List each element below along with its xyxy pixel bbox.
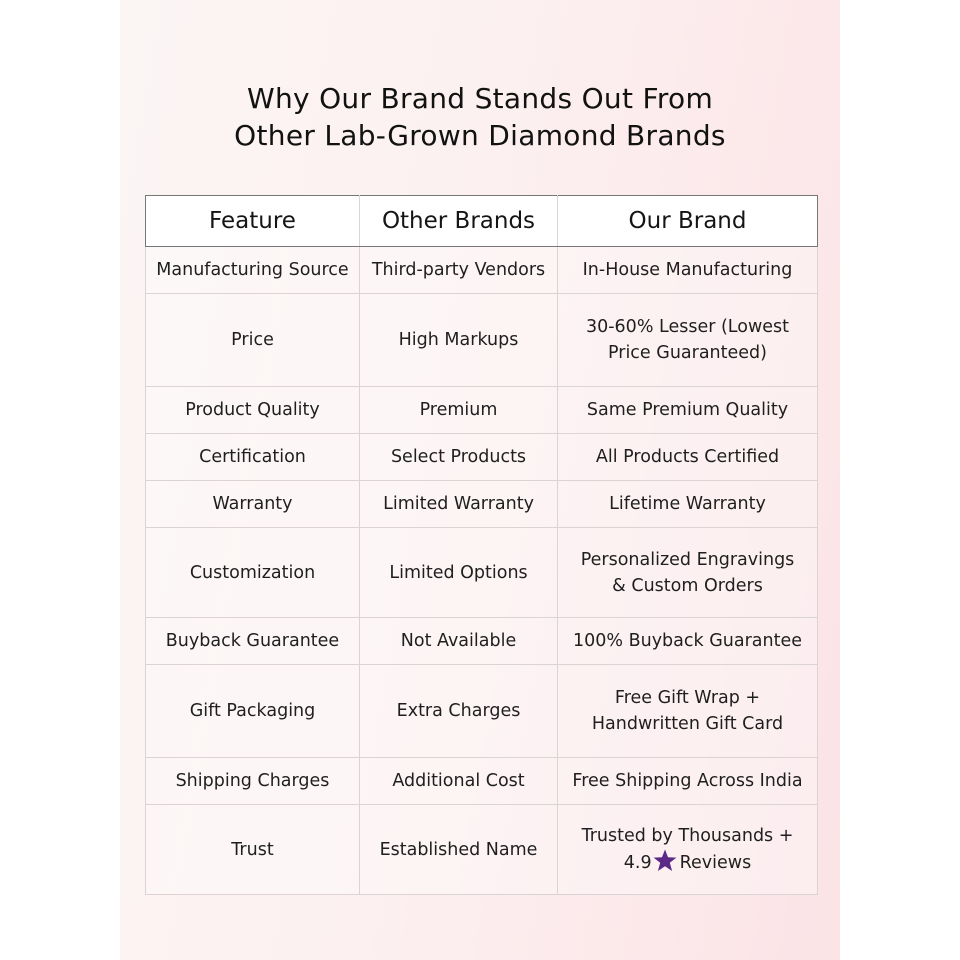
our-brand-text-line-1: Trusted by Thousands + bbox=[581, 826, 794, 846]
table-row bbox=[146, 805, 818, 895]
title-line-2: Other Lab-Grown Diamond Brands bbox=[234, 119, 726, 152]
header-other-brands: Other Brands bbox=[360, 196, 558, 247]
rating-value: 4.9 bbox=[623, 853, 652, 873]
our-brand-cell bbox=[558, 434, 818, 481]
feature-cell: Manufacturing Source bbox=[146, 247, 360, 294]
table-row bbox=[146, 618, 818, 665]
table-row bbox=[146, 434, 818, 481]
other-brands-cell: Limited Options bbox=[360, 528, 558, 618]
feature-cell: Gift Packaging bbox=[146, 665, 360, 758]
our-brand-cell bbox=[558, 387, 818, 434]
our-brand-text-line-1: 30-60% Lesser (Lowest bbox=[585, 317, 790, 337]
star-shape bbox=[653, 850, 676, 872]
table-row bbox=[146, 481, 818, 528]
feature-cell: Shipping Charges bbox=[146, 758, 360, 805]
our-brand-cell bbox=[558, 618, 818, 665]
our-brand-text: Lifetime Warranty bbox=[609, 494, 766, 514]
our-brand-text: Same Premium Quality bbox=[586, 400, 789, 420]
table-row bbox=[146, 247, 818, 294]
other-brands-cell: Additional Cost bbox=[360, 758, 558, 805]
table-row bbox=[146, 294, 818, 387]
our-brand-text: All Products Certified bbox=[595, 447, 780, 467]
comparison-card bbox=[120, 0, 840, 960]
our-brand-cell bbox=[558, 758, 818, 805]
our-brand-cell bbox=[558, 665, 818, 758]
comparison-table bbox=[145, 195, 818, 895]
header-our-brand: Our Brand bbox=[558, 196, 818, 247]
table-row bbox=[146, 387, 818, 434]
title-line-1: Why Our Brand Stands Out From bbox=[246, 82, 714, 115]
our-brand-text: In-House Manufacturing bbox=[582, 260, 793, 280]
feature-cell: Product Quality bbox=[146, 387, 360, 434]
our-brand-text-line-2: Handwritten Gift Card bbox=[591, 714, 784, 734]
star-icon bbox=[653, 849, 677, 872]
table-row bbox=[146, 758, 818, 805]
other-brands-cell: Established Name bbox=[360, 805, 558, 895]
feature-cell: Warranty bbox=[146, 481, 360, 528]
feature-cell: Customization bbox=[146, 528, 360, 618]
other-brands-cell: Select Products bbox=[360, 434, 558, 481]
our-brand-cell bbox=[558, 294, 818, 387]
our-brand-text: Free Shipping Across India bbox=[572, 771, 803, 791]
our-brand-text-line-2: Price Guaranteed) bbox=[608, 343, 767, 363]
page-title bbox=[120, 80, 840, 154]
our-brand-text-line-1: Free Gift Wrap + bbox=[614, 688, 761, 708]
our-brand-text: 100% Buyback Guarantee bbox=[573, 631, 802, 651]
our-brand-cell bbox=[558, 805, 818, 895]
feature-cell: Certification bbox=[146, 434, 360, 481]
feature-cell: Trust bbox=[146, 805, 360, 895]
our-brand-text-line-2: & Custom Orders bbox=[612, 575, 763, 596]
other-brands-cell: Not Available bbox=[360, 618, 558, 665]
other-brands-cell: Premium bbox=[360, 387, 558, 434]
header-feature: Feature bbox=[146, 196, 360, 247]
table-row bbox=[146, 665, 818, 758]
feature-cell: Price bbox=[146, 294, 360, 387]
our-brand-cell bbox=[558, 481, 818, 528]
other-brands-cell: High Markups bbox=[360, 294, 558, 387]
our-brand-text-line-1: Personalized Engravings bbox=[580, 549, 795, 570]
our-brand-cell bbox=[558, 528, 818, 618]
other-brands-cell: Extra Charges bbox=[360, 665, 558, 758]
table-header-row bbox=[146, 196, 818, 247]
other-brands-cell: Third-party Vendors bbox=[360, 247, 558, 294]
our-brand-cell bbox=[558, 247, 818, 294]
reviews-label: Reviews bbox=[679, 853, 752, 873]
feature-cell: Buyback Guarantee bbox=[146, 618, 360, 665]
table-row bbox=[146, 528, 818, 618]
other-brands-cell: Limited Warranty bbox=[360, 481, 558, 528]
